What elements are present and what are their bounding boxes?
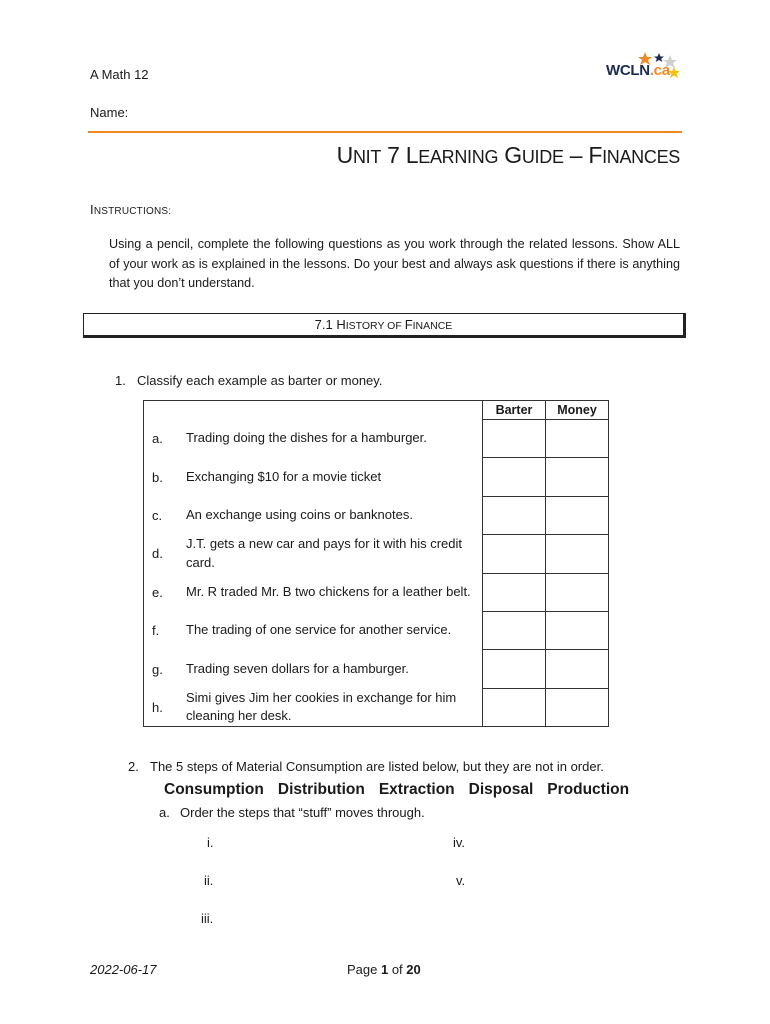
logo-suffix: .ca bbox=[649, 62, 670, 79]
table-row: g. Trading seven dollars for a hamburger. bbox=[144, 650, 609, 688]
footer-date: 2022-06-17 bbox=[90, 962, 157, 977]
table-row: a. Trading doing the dishes for a hamburger. bbox=[144, 420, 609, 458]
money-answer-box[interactable] bbox=[546, 650, 609, 688]
course-label: A Math 12 bbox=[90, 67, 149, 82]
barter-answer-box[interactable] bbox=[483, 420, 546, 458]
logo-text: WCLN bbox=[606, 62, 650, 79]
name-label: Name: bbox=[90, 105, 129, 120]
answer-label-i: i. bbox=[207, 835, 214, 850]
money-answer-box[interactable] bbox=[546, 420, 609, 458]
barter-answer-box[interactable] bbox=[483, 688, 546, 726]
wcln-logo bbox=[604, 50, 684, 84]
barter-column-header: Barter bbox=[483, 401, 546, 420]
money-answer-box[interactable] bbox=[546, 535, 609, 573]
money-answer-box[interactable] bbox=[546, 458, 609, 496]
section-heading: 7.1 HISTORY OF FINANCE bbox=[83, 313, 686, 338]
answer-label-iii: iii. bbox=[201, 911, 214, 926]
question-2: 2. The 5 steps of Material Consumption are listed below, but they are not in order. bbox=[128, 759, 604, 774]
table-row: f. The trading of one service for another service. bbox=[144, 611, 609, 649]
answer-label-iv: iv. bbox=[453, 835, 466, 850]
page-number: Page 1 of 20 bbox=[347, 962, 421, 977]
money-answer-box[interactable] bbox=[546, 496, 609, 534]
table-row: e. Mr. R traded Mr. B two chickens for a leather belt. bbox=[144, 573, 609, 611]
barter-answer-box[interactable] bbox=[483, 535, 546, 573]
table-row: d. J.T. gets a new car and pays for it with his credit card. bbox=[144, 535, 609, 573]
instructions-heading: INSTRUCTIONS: bbox=[90, 202, 172, 217]
barter-answer-box[interactable] bbox=[483, 650, 546, 688]
header-divider bbox=[88, 131, 682, 133]
instructions-body: Using a pencil, complete the following questions as you work through the related lessons. Show ALL of your work as is explained in the lessons. Do your best and always ask questions if there is anything that you don’t understand. bbox=[109, 237, 680, 290]
table-row: h. Simi gives Jim her cookies in exchange for him cleaning her desk. bbox=[144, 688, 609, 726]
barter-answer-box[interactable] bbox=[483, 458, 546, 496]
money-answer-box[interactable] bbox=[546, 611, 609, 649]
question-2a: a. Order the steps that “stuff” moves through. bbox=[159, 805, 425, 820]
barter-answer-box[interactable] bbox=[483, 611, 546, 649]
step-word: Consumption bbox=[164, 781, 264, 798]
table-row: c. An exchange using coins or banknotes. bbox=[144, 496, 609, 534]
step-word: Production bbox=[547, 781, 630, 798]
material-steps-list bbox=[164, 781, 629, 799]
barter-answer-box[interactable] bbox=[483, 496, 546, 534]
money-answer-box[interactable] bbox=[546, 688, 609, 726]
step-word: Disposal bbox=[468, 781, 534, 798]
table-row: b. Exchanging $10 for a movie ticket bbox=[144, 458, 609, 496]
page-title: UNIT 7 LEARNING GUIDE – FINANCES bbox=[336, 142, 680, 168]
step-word: Extraction bbox=[378, 781, 455, 798]
classification-table bbox=[143, 400, 609, 727]
answer-label-v: v. bbox=[456, 873, 466, 888]
money-answer-box[interactable] bbox=[546, 573, 609, 611]
barter-answer-box[interactable] bbox=[483, 573, 546, 611]
step-word: Distribution bbox=[277, 781, 365, 798]
money-column-header: Money bbox=[546, 401, 609, 420]
answer-label-ii: ii. bbox=[204, 873, 214, 888]
question-1: 1. Classify each example as barter or money. bbox=[115, 373, 383, 388]
